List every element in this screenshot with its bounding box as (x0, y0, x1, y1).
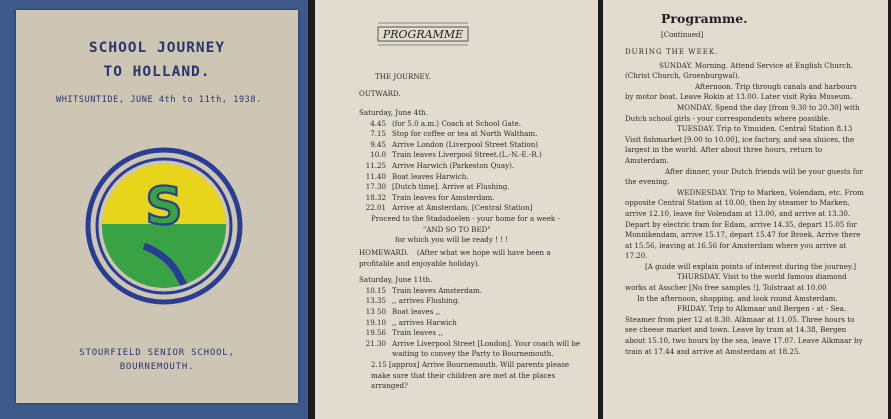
homeward-heading: HOMEWARD. (359, 248, 409, 257)
homeward-description: Arrive Liverpool Street [London]. Your coach will be waiting to convey the Party to Bournemouth. (392, 338, 581, 359)
tuesday-evening: After dinner, your Dutch friends will be your guests for the evening. (625, 166, 864, 187)
outward-time: 17.30 (365, 182, 386, 192)
cover-title-line1: SCHOOL JOURNEY (88, 40, 226, 56)
week-page (603, 0, 888, 419)
continued-label: [Continued] (661, 31, 704, 39)
outward-row (359, 129, 589, 140)
cover-school-line1: STOURFIELD SENIOR SCHOOL, (79, 348, 235, 358)
guide-note: [A guide will explain points of interest during the journey.] (645, 261, 857, 271)
homeward-time: 19.10 (365, 317, 386, 327)
sunday-afternoon: Afternoon. Trip through canals and harbours by motor boat. Leave Rokin at 13.00. Later visit Ryks Museum. (625, 81, 857, 102)
homeward-heading-note (359, 248, 585, 269)
homeward-time: 13.35 (365, 296, 386, 306)
outward-timetable (359, 119, 589, 214)
final-note: 2.15 [approx] Arrive Bournemouth. Will parents please make sure that their children are met at the places arranged? (371, 359, 570, 391)
outward-row (359, 193, 589, 204)
outward-row (359, 150, 589, 161)
proceed-line2: "AND SO TO BED" (423, 224, 491, 234)
journey-section-title: THE JOURNEY. (375, 72, 431, 81)
homeward-note: (After what we hope will have been a profitable and enjoyable holiday). (359, 248, 551, 268)
homeward-description: Train leaves ,, (392, 328, 443, 338)
cover-page (16, 10, 298, 403)
outward-time: 11.40 (365, 171, 386, 181)
thursday-afternoon: In the afternoon, shopping, and look round Amsterdam. (637, 293, 838, 303)
week-content (625, 47, 867, 357)
svg-text:PROGRAMME: PROGRAMME (382, 28, 464, 41)
outward-time: 22.01 (365, 203, 386, 213)
homeward-description: Train leaves Amsterdam. (392, 285, 482, 295)
monday-entry: MONDAY. Spend the day [from 9.30 to 20.30] with Dutch school girls - your correspondents where possible. (625, 102, 860, 123)
outward-time: 10.0 (370, 150, 386, 160)
homeward-row (359, 296, 585, 307)
homeward-description: Boat leaves ,, (392, 306, 441, 316)
outward-description: Arrive at Amsterdam. [Central Station] (392, 203, 533, 213)
outward-row (359, 172, 589, 183)
outward-description: (for 5.0 a.m.) Coach at School Gate. (392, 118, 522, 128)
proceed-line3: for which you will be ready ! ! ! (395, 235, 509, 245)
sunday-morning: SUNDAY. Morning. Attend Service at English Church. (Christ Church, Groenburgwal). (625, 60, 854, 81)
outward-date: Saturday, June 4th. (359, 108, 428, 117)
homeward-timetable (359, 286, 585, 360)
during-week-heading: DURING THE WEEK. (625, 47, 719, 56)
homeward-block (359, 248, 585, 392)
week-page-title: Programme. (661, 11, 748, 26)
outward-description: [Dutch time]. Arrive at Flushing. (392, 182, 510, 192)
outward-row (359, 182, 589, 193)
homeward-row (359, 318, 585, 329)
proceed-line1: Proceed to the Stadsdoelen - your home for a week - (371, 213, 560, 223)
outward-description: Arrive London (Liverpool Street Station) (392, 139, 539, 149)
homeward-description: ,, arrives Harwich (392, 317, 457, 327)
outward-time: 4.45 (370, 118, 386, 128)
homeward-date: Saturday, June 11th. (359, 275, 433, 285)
cover-school-line2: BOURNEMOUTH. (119, 362, 195, 372)
homeward-description: ,, arrives Flushing. (392, 296, 460, 306)
outward-block (359, 108, 589, 246)
cover-title-line2: TO HOLLAND. (103, 64, 211, 80)
outward-description: Train leaves for Amsterdam. (392, 192, 495, 202)
outward-time: 18.32 (365, 192, 386, 202)
outward-heading: OUTWARD. (359, 89, 401, 98)
outward-row (359, 203, 589, 214)
cover-date: WHITSUNTIDE, JUNE 4th to 11th, 1938. (56, 95, 262, 105)
outward-time: 11.25 (365, 160, 386, 170)
outward-row (359, 161, 589, 172)
journey-page (315, 0, 598, 419)
homeward-time: 10.15 (365, 285, 386, 295)
outward-time: 9.45 (370, 139, 386, 149)
homeward-row (359, 328, 585, 339)
tuesday-entry: TUESDAY. Trip to Ymuiden. Central Station 8.13 Visit fishmarket [9.00 to 10.00], ice factory, and sea sluices, the largest in the world. After about three hours, return to Amsterdam. (625, 124, 855, 165)
outward-description: Boat leaves Harwich. (392, 171, 469, 181)
homeward-time: 19.56 (365, 328, 386, 338)
homeward-time: 13 50 (365, 306, 386, 316)
outward-description: Train leaves Liverpool Street.(L.-N.-E.-R.) (392, 150, 542, 160)
svg-text:S: S (145, 177, 183, 237)
homeward-time: 21.30 (365, 338, 386, 348)
outward-row (359, 119, 589, 130)
homeward-row (359, 307, 585, 318)
outward-description: Arrive Harwich (Parkeston Quay). (392, 160, 515, 170)
homeward-row (359, 339, 585, 360)
outward-description: Stop for coffee or tea at North Waltham. (392, 129, 538, 139)
wednesday-entry: WEDNESDAY. Trip to Marken, Volendam, etc. From opposite Central Station at 10.00, then by steamer to Marken, arrive 12.10, leave for Volendam at 13.00, and arrive at 13.30. Depart by electric tram for Edam, arrive 14.35, depart 15.05 for Monnikendam, arrive 15.17, depart 15.47 for Broek. Arrive there at 15.56, leaving at 16.56 for Amsterdam where you arrive at 17.20. (625, 187, 864, 261)
outward-row (359, 140, 589, 151)
cover-photo-frame (0, 0, 308, 419)
school-badge-icon (84, 146, 244, 306)
thursday-entry: THURSDAY. Visit to the world famous diamond works at Asscher [No free samples !]. Tolstraat at 10.00 (625, 272, 847, 293)
homeward-row (359, 286, 585, 297)
programme-logo-icon (377, 18, 469, 50)
outward-time: 7.15 (370, 129, 386, 139)
friday-entry: FRIDAY. Trip to Alkmaar and Bergen - at - Sea. Steamer from pier 12 at 8.30. Alkmaar at 11.05. Three hours to see cheese market and town. Leave by tram at 14.38, Bergen about 15.10, two hours by the sea, leave 17.07. Leave Alkmaar by train at 17.44 and arrive at Amsterdam at 18.25. (625, 304, 863, 356)
